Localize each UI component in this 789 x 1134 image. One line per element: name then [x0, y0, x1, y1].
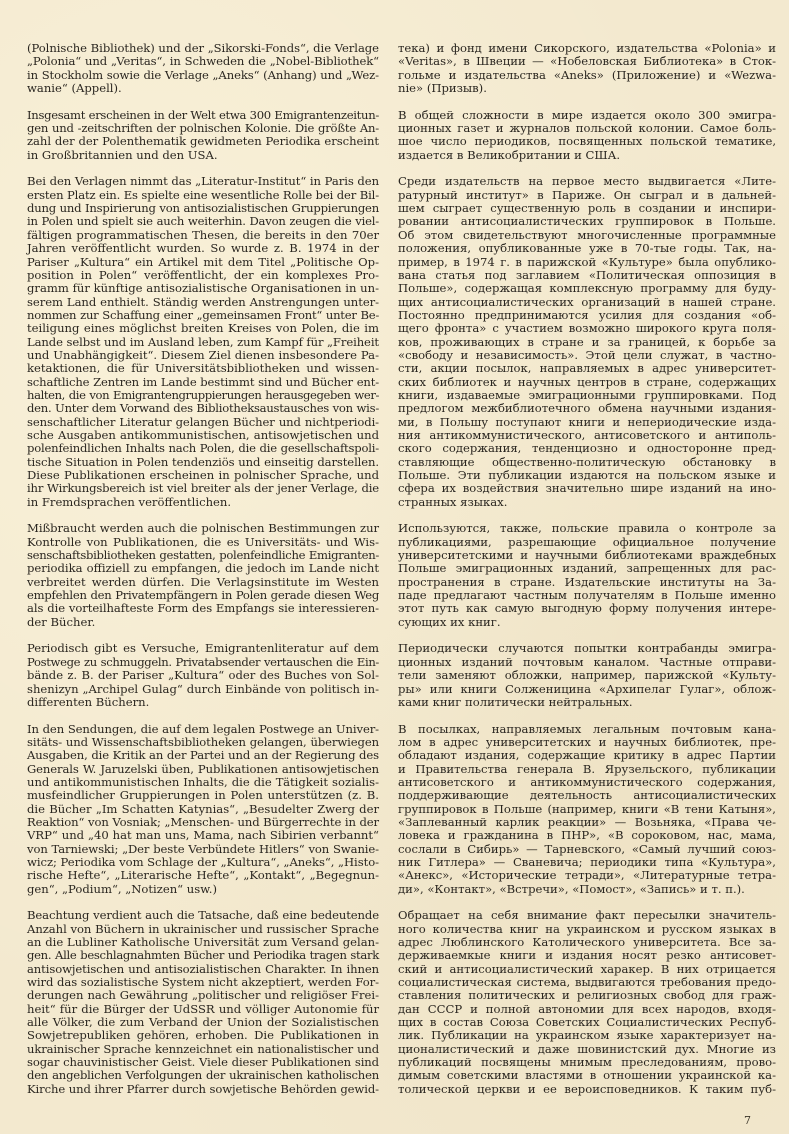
text-line: социалистическая система, выдвигаются требования предо-	[398, 975, 776, 990]
text-line: дан СССР и полной автономии для всех народов, входя-	[398, 1001, 776, 1016]
text-line: тели заменяют обложки, например, парижской «Культу-	[398, 668, 776, 683]
text-line: sitäts- und Wissenschaftsbibliotheken gelangen, überwiegen	[27, 734, 379, 749]
text-line: in Stockholm sowie die Verlage „Aneks“ (Anhang) und „Wez-	[27, 67, 379, 82]
text-line: ния антикоммунистического, антисоветского и антиполь-	[398, 427, 776, 442]
text-line: ihr Wirkungsbereich ist viel breiter als der jener Verlage, die	[27, 481, 379, 496]
paragraph	[27, 642, 379, 709]
text-line: щих в состав Союза Советских Социалистических Респуб-	[398, 1015, 776, 1030]
text-line: ры» или книги Солженицина «Архипелаг Гулаг», облож-	[398, 681, 776, 696]
text-line: gen und -zeitschriften der polnischen Kolonie. Die größte An-	[27, 121, 379, 136]
text-line: Pariser „Kultura“ ein Artikel mit dem Titel „Politische Op-	[27, 254, 379, 269]
text-line: schaftliche Zentren im Lande bestimmt sind und Bücher ent-	[27, 374, 379, 389]
text-line: nie» (Призыв).	[398, 81, 487, 96]
text-line: verbreitet werden dürfen. Die Verlagsinstitute im Westen	[27, 574, 379, 589]
text-line: держиваемкые книги и издания носят резко антисовет-	[398, 948, 776, 963]
text-line: ков, проживающих в стране и за границей, к борьбе за	[398, 334, 776, 349]
text-line: wicz; Periodika vom Schlage der „Kultura“, „Aneks“, „Histo-	[27, 854, 379, 869]
text-line: Польше. Эти публикации издаются на польском языке и	[398, 468, 776, 482]
text-line: dung und Inspirierung von antisozialistischen Gruppierungen	[27, 201, 379, 216]
text-line: Periodisch gibt es Versuche, Emigrantenliteratur auf dem	[27, 641, 379, 656]
text-line: «свободу и независимость». Этой цели служат, в частно-	[398, 347, 776, 362]
text-line: gen. Alle beschlagnahmten Bücher und Periodika tragen stark	[27, 948, 379, 963]
text-line: «Veritas», в Швеции — «Нобеловская Библиотека» в Сток-	[398, 54, 776, 69]
text-line: und antikommunistischen Inhalts, die die Tätigkeit sozialis-	[27, 774, 379, 789]
text-line: ставления политических и религиозных свобод для граж-	[398, 988, 776, 1003]
text-line: Среди издательств на первое место выдвигается «Лите-	[398, 174, 776, 189]
paragraph	[398, 522, 776, 629]
paragraph	[27, 522, 379, 629]
text-line: книги, издаваемые эмиграционными группировками. Под	[398, 387, 776, 402]
paragraph	[27, 175, 379, 509]
text-line: публикаций посвящены мнимым преследованиям, прово-	[398, 1055, 776, 1070]
text-line: Beachtung verdient auch die Tatsache, daß eine bedeutende	[27, 908, 379, 923]
text-line: вана статья под заглавием «Политическая оппозиция в	[398, 267, 776, 282]
text-line: ского содержания, тенденциозно и односторонне пред-	[398, 441, 776, 456]
text-line: Польше эмиграционных изданий, запрещенных для рас-	[398, 561, 776, 576]
text-line: In den Sendungen, die auf dem legalen Postwege an Univer-	[27, 721, 379, 736]
text-line: В общей сложности в мире издается около 300 эмигра-	[398, 107, 776, 122]
text-line: сти, акции посылок, направляемых в адрес университет-	[398, 361, 776, 376]
text-line: Postwege zu schmuggeln. Privatabsender vertauschen die Ein-	[27, 654, 379, 669]
text-line: an die Lubliner Katholische Universität zum Versand gelan-	[27, 935, 379, 950]
text-line: von Tarniewski; „Der beste Verbündete Hitlers“ von Swanie-	[27, 841, 379, 856]
text-line: пространения в стране. Издательские институты на За-	[398, 574, 776, 589]
text-line: лом в адрес университетских и научных библиотек, пре-	[398, 734, 776, 749]
paragraph	[27, 109, 379, 162]
text-line: shenizyn „Archipel Gulag“ durch Einbände von politisch in-	[27, 681, 379, 696]
text-line: (Polnische Bibliothek) und der „Sikorski-Fonds“, die Verlage	[27, 41, 379, 55]
text-line: halten, die von Emigrantengruppierungen herausgegeben wer-	[27, 387, 379, 402]
text-line: ного количества книг на украинском и русском языках в	[398, 921, 776, 936]
text-line: Польше», содержащая комплексную программу для буду-	[398, 281, 776, 296]
text-line: heit“ für die Bürger der UdSSR und völliger Autonomie für	[27, 1001, 379, 1016]
text-line: щих антисоциалистических организаций в нашей стране.	[398, 294, 776, 309]
text-line: сующих их книг.	[398, 614, 501, 629]
text-line: Kontrolle von Publikationen, die es Universitäts- und Wis-	[27, 534, 379, 549]
text-line: als die vorteilhafteste Form des Empfangs sie interessieren-	[27, 601, 379, 616]
text-line: den angeblichen Verfolgungen der ukrainischen katholischen	[27, 1068, 379, 1083]
text-line: ukrainischer Sprache kennzeichnet ein nationalistischer und	[27, 1041, 379, 1056]
text-line: университетскими и научными библиотеками враждебных	[398, 548, 776, 563]
text-line: Sowjetrepubliken gehören, erhoben. Die Publikationen in	[27, 1028, 379, 1043]
text-line: ровании антисоциалистических группировок в Польше.	[398, 214, 776, 229]
text-line: ский и антисоциалистический харакер. В них отрицается	[398, 961, 776, 976]
text-line: teiligung eines möglichst breiten Kreises von Polen, die im	[27, 321, 379, 336]
text-line: димым советскими властями в отношении украинской ка-	[398, 1068, 776, 1083]
text-line: странных языках.	[398, 494, 508, 509]
text-line: шое число периодиков, посвященных польской тематике,	[398, 134, 776, 149]
text-line: гольме и издательства «Aneks» (Приложение) и «Wezwa-	[398, 67, 776, 82]
paragraph	[398, 723, 776, 896]
text-line: и Правительства генерала В. Ярузельского, публикации	[398, 761, 776, 776]
text-line: in Polen und spielt sie auch weiterhin. Davon zeugen die viel-	[27, 214, 379, 229]
text-line: щего фронта» с участием возможно широкого круга поля-	[398, 321, 776, 336]
text-line: Jahren veröffentlicht wurden. So wurde z. B. 1974 in der	[27, 241, 379, 256]
text-line: empfehlen den Privatempfängern in Polen gerade diesen Weg	[27, 588, 379, 603]
text-line: ратурный институт» в Париже. Он сыграл и в дальней-	[398, 187, 776, 202]
text-line: Kirche und ihrer Pfarrer durch sowjetische Behörden gewid-	[27, 1081, 379, 1096]
text-line: senschaftlicher Literatur gelangen Bücher und nichtperiodi-	[27, 414, 379, 429]
text-line: обладают издания, содержащие критику в адрес Партии	[398, 748, 776, 763]
text-line: ционных газет и журналов польской колонии. Самое боль-	[398, 121, 776, 136]
text-line: положения, опубликованные уже в 70-тые годы. Так, на-	[398, 241, 776, 256]
text-line: bände z. B. der Pariser „Kultura“ oder des Buches von Sol-	[27, 668, 379, 683]
text-line: VRP“ und „40 hat man uns, Mama, nach Sibirien verbannt“	[27, 828, 379, 843]
text-line: Diese Publikationen erscheinen in polnischer Sprache, und	[27, 468, 379, 482]
text-line: Bei den Verlagen nimmt das „Literatur-Institut“ in Paris den	[27, 174, 379, 189]
paragraph	[398, 175, 776, 509]
text-line: Anzahl von Büchern in ukrainischer und russischer Sprache	[27, 921, 379, 936]
text-line: rische Hefte“, „Literarische Hefte“, „Kontakt“, „Begegnun-	[27, 868, 379, 883]
text-line: публикациями, разрешающие официальное получение	[398, 534, 776, 549]
text-line: шем сыграет существенную роль в создании и инспири-	[398, 201, 776, 216]
paragraph	[27, 909, 379, 1096]
text-line: derungen nach Gewährung „politischer und religiöser Frei-	[27, 988, 379, 1003]
text-line: tische Situation in Polen tendenziös und einseitig darstellen.	[27, 454, 379, 469]
paragraph	[398, 909, 776, 1096]
text-line: ционных изданий почтовым каналом. Частные отправи-	[398, 654, 776, 669]
russian-column	[398, 42, 776, 1110]
text-line: издается в Великобритании и США.	[398, 147, 621, 162]
text-line: поддерживающие деятельность антисоциалистических	[398, 788, 776, 803]
text-line: сослали в Сибирь» — Тарневского, «Самый лучший союз-	[398, 841, 776, 856]
text-line: Периодически случаются попытки контрабанды эмигра-	[398, 641, 776, 656]
text-line: Ausgaben, die Kritik an der Partei und an der Regierung des	[27, 748, 379, 763]
text-line: ми, в Польшу поступают книги и непериодические изда-	[398, 414, 776, 429]
text-line: die Bücher „Im Schatten Katynias“, „Besudelter Zwerg der	[27, 801, 379, 816]
text-line: alle Völker, die zum Verband der Union der Sozialistischen	[27, 1015, 379, 1030]
text-line: den. Unter dem Vorwand des Bibliotheksaustausches von wis-	[27, 401, 379, 416]
text-line: Используются, также, польские правила о контроле за	[398, 521, 776, 536]
text-line: ник Гитлера» — Сваневича; периодики типа «Культура»,	[398, 854, 776, 869]
text-line: ди», «Контакт», «Встречи», «Помост», «Запись» и т. п.).	[398, 881, 745, 896]
text-line: position in Polen“ veröffentlicht, der ein komplexes Pro-	[27, 267, 379, 282]
text-line: адрес Люблинского Католического университета. Все за-	[398, 935, 776, 950]
text-line: «Заплеванный карлик реакции» — Возьняка, «Права че-	[398, 814, 776, 829]
text-line: тека) и фонд имени Сикорского, издательства «Polonia» и	[398, 41, 776, 55]
text-line: пример, в 1974 г. в парижской «Культуре» была опублико-	[398, 254, 776, 269]
text-line: антисоветского и антикоммунистического содержания,	[398, 774, 776, 789]
german-column	[27, 42, 379, 1110]
text-line: Mißbraucht werden auch die polnischen Bestimmungen zur	[27, 521, 379, 536]
text-line: паде предлагают частным получателям в Польше именно	[398, 588, 776, 603]
paragraph	[27, 723, 379, 896]
text-line: gen“, „Podium“, „Notizen“ usw.)	[27, 881, 217, 896]
text-line: in Großbritannien und den USA.	[27, 147, 218, 162]
text-line: Об этом свидетельствуют многочисленные программные	[398, 227, 776, 242]
text-line: musfeindlicher Gruppierungen in Polen unterstützen (z. B.	[27, 788, 379, 803]
text-line: Reaktion“ von Vosniak; „Menschen- und Bürgerrechte in der	[27, 814, 379, 829]
text-line: Insgesamt erscheinen in der Welt etwa 300 Emigrantenzeitun-	[27, 107, 379, 122]
text-line: nommen zur Schaffung einer „gemeinsamen Front“ unter Be-	[27, 307, 379, 322]
text-line: ставляющие общественно-политическую обстановку в	[398, 454, 776, 469]
text-line: ketaktionen, die für Universitätsbibliotheken und wissen-	[27, 361, 379, 376]
paragraph	[398, 42, 776, 95]
text-line: «Анекс», «Исторические тетради», «Литературные тетра-	[398, 868, 776, 883]
text-line: В посылках, направляемых легальным почтовым кана-	[398, 721, 776, 736]
text-line: polenfeindlichen Inhalts nach Polen, die die gesellschaftspoli-	[27, 441, 379, 456]
text-line: senschaftsbibliotheken gestatten, polenfeindliche Emigranten-	[27, 548, 379, 563]
text-line: fältigen programmatischen Thesen, die bereits in den 70er	[27, 227, 379, 242]
text-line: предлогом межбиблиотечного обмена научными издания-	[398, 401, 776, 416]
text-line: ловека и гражданина в ПНР», «В сороковом, нас, мама,	[398, 828, 776, 843]
text-line: wird das sozialistische System nicht akzeptiert, werden For-	[27, 975, 379, 990]
text-line: ских библиотек и научных центров в стране, содержащих	[398, 374, 776, 389]
text-line: Обращает на себя внимание факт пересылки значитель-	[398, 908, 776, 923]
text-line: periodika offiziell zu empfangen, die jedoch im Lande nicht	[27, 561, 379, 576]
text-line: sche Ausgaben antikommunistischen, antisowjetischen und	[27, 427, 379, 442]
text-line: gramm für künftige antisozialistische Organisationen in un-	[27, 281, 379, 296]
text-line: in Fremdsprachen veröffentlichen.	[27, 494, 232, 509]
text-line: группировок в Польше (например, книги «В тени Катыня»,	[398, 801, 776, 816]
page-number: 7	[744, 1114, 751, 1127]
text-line: Generals W. Jaruzelski üben, Publikationen antisowjetischen	[27, 761, 379, 776]
paragraph	[398, 642, 776, 709]
text-line: der Bücher.	[27, 614, 96, 629]
text-line: лик. Публикации на украинском языке характеризует на-	[398, 1028, 776, 1043]
text-line: ционалистический и даже шовинистский дух. Многие из	[398, 1041, 776, 1056]
text-line: этот путь как самую выгодную форму получения интере-	[398, 601, 776, 616]
text-line: sogar chauvinistischer Geist. Viele dieser Publikationen sind	[27, 1055, 379, 1070]
text-line: serem Land enthielt. Ständig werden Anstrengungen unter-	[27, 294, 379, 309]
text-line: сфера их воздействия значительно шире изданий на ино-	[398, 481, 776, 496]
text-line: Lande selbst und im Ausland leben, zum Kampf für „Freiheit	[27, 334, 379, 349]
text-line: antisowjetischen und antisozialistischen Charakter. In ihnen	[27, 961, 379, 976]
text-line: und Unabhängigkeit“. Diesem Ziel dienen insbesondere Pa-	[27, 347, 379, 362]
text-line: ersten Platz ein. Es spielte eine wesentliche Rolle bei der Bil-	[27, 187, 379, 202]
text-line: differenten Büchern.	[27, 694, 150, 709]
paragraph	[398, 109, 776, 162]
text-line: wanie“ (Appell).	[27, 81, 122, 96]
paragraph	[27, 42, 379, 95]
text-line: „Polonia“ und „Veritas“, in Schweden die „Nobel-Bibliothek“	[27, 54, 379, 69]
text-line: ками книг политически нейтральных.	[398, 694, 633, 709]
text-line: толической церкви и ее вероисповедников. К таким пуб-	[398, 1081, 776, 1096]
text-line: Постоянно предпринимаются усилия для создания «об-	[398, 307, 776, 322]
text-line: zahl der der Polenthematik gewidmeten Periodika erscheint	[27, 134, 379, 149]
